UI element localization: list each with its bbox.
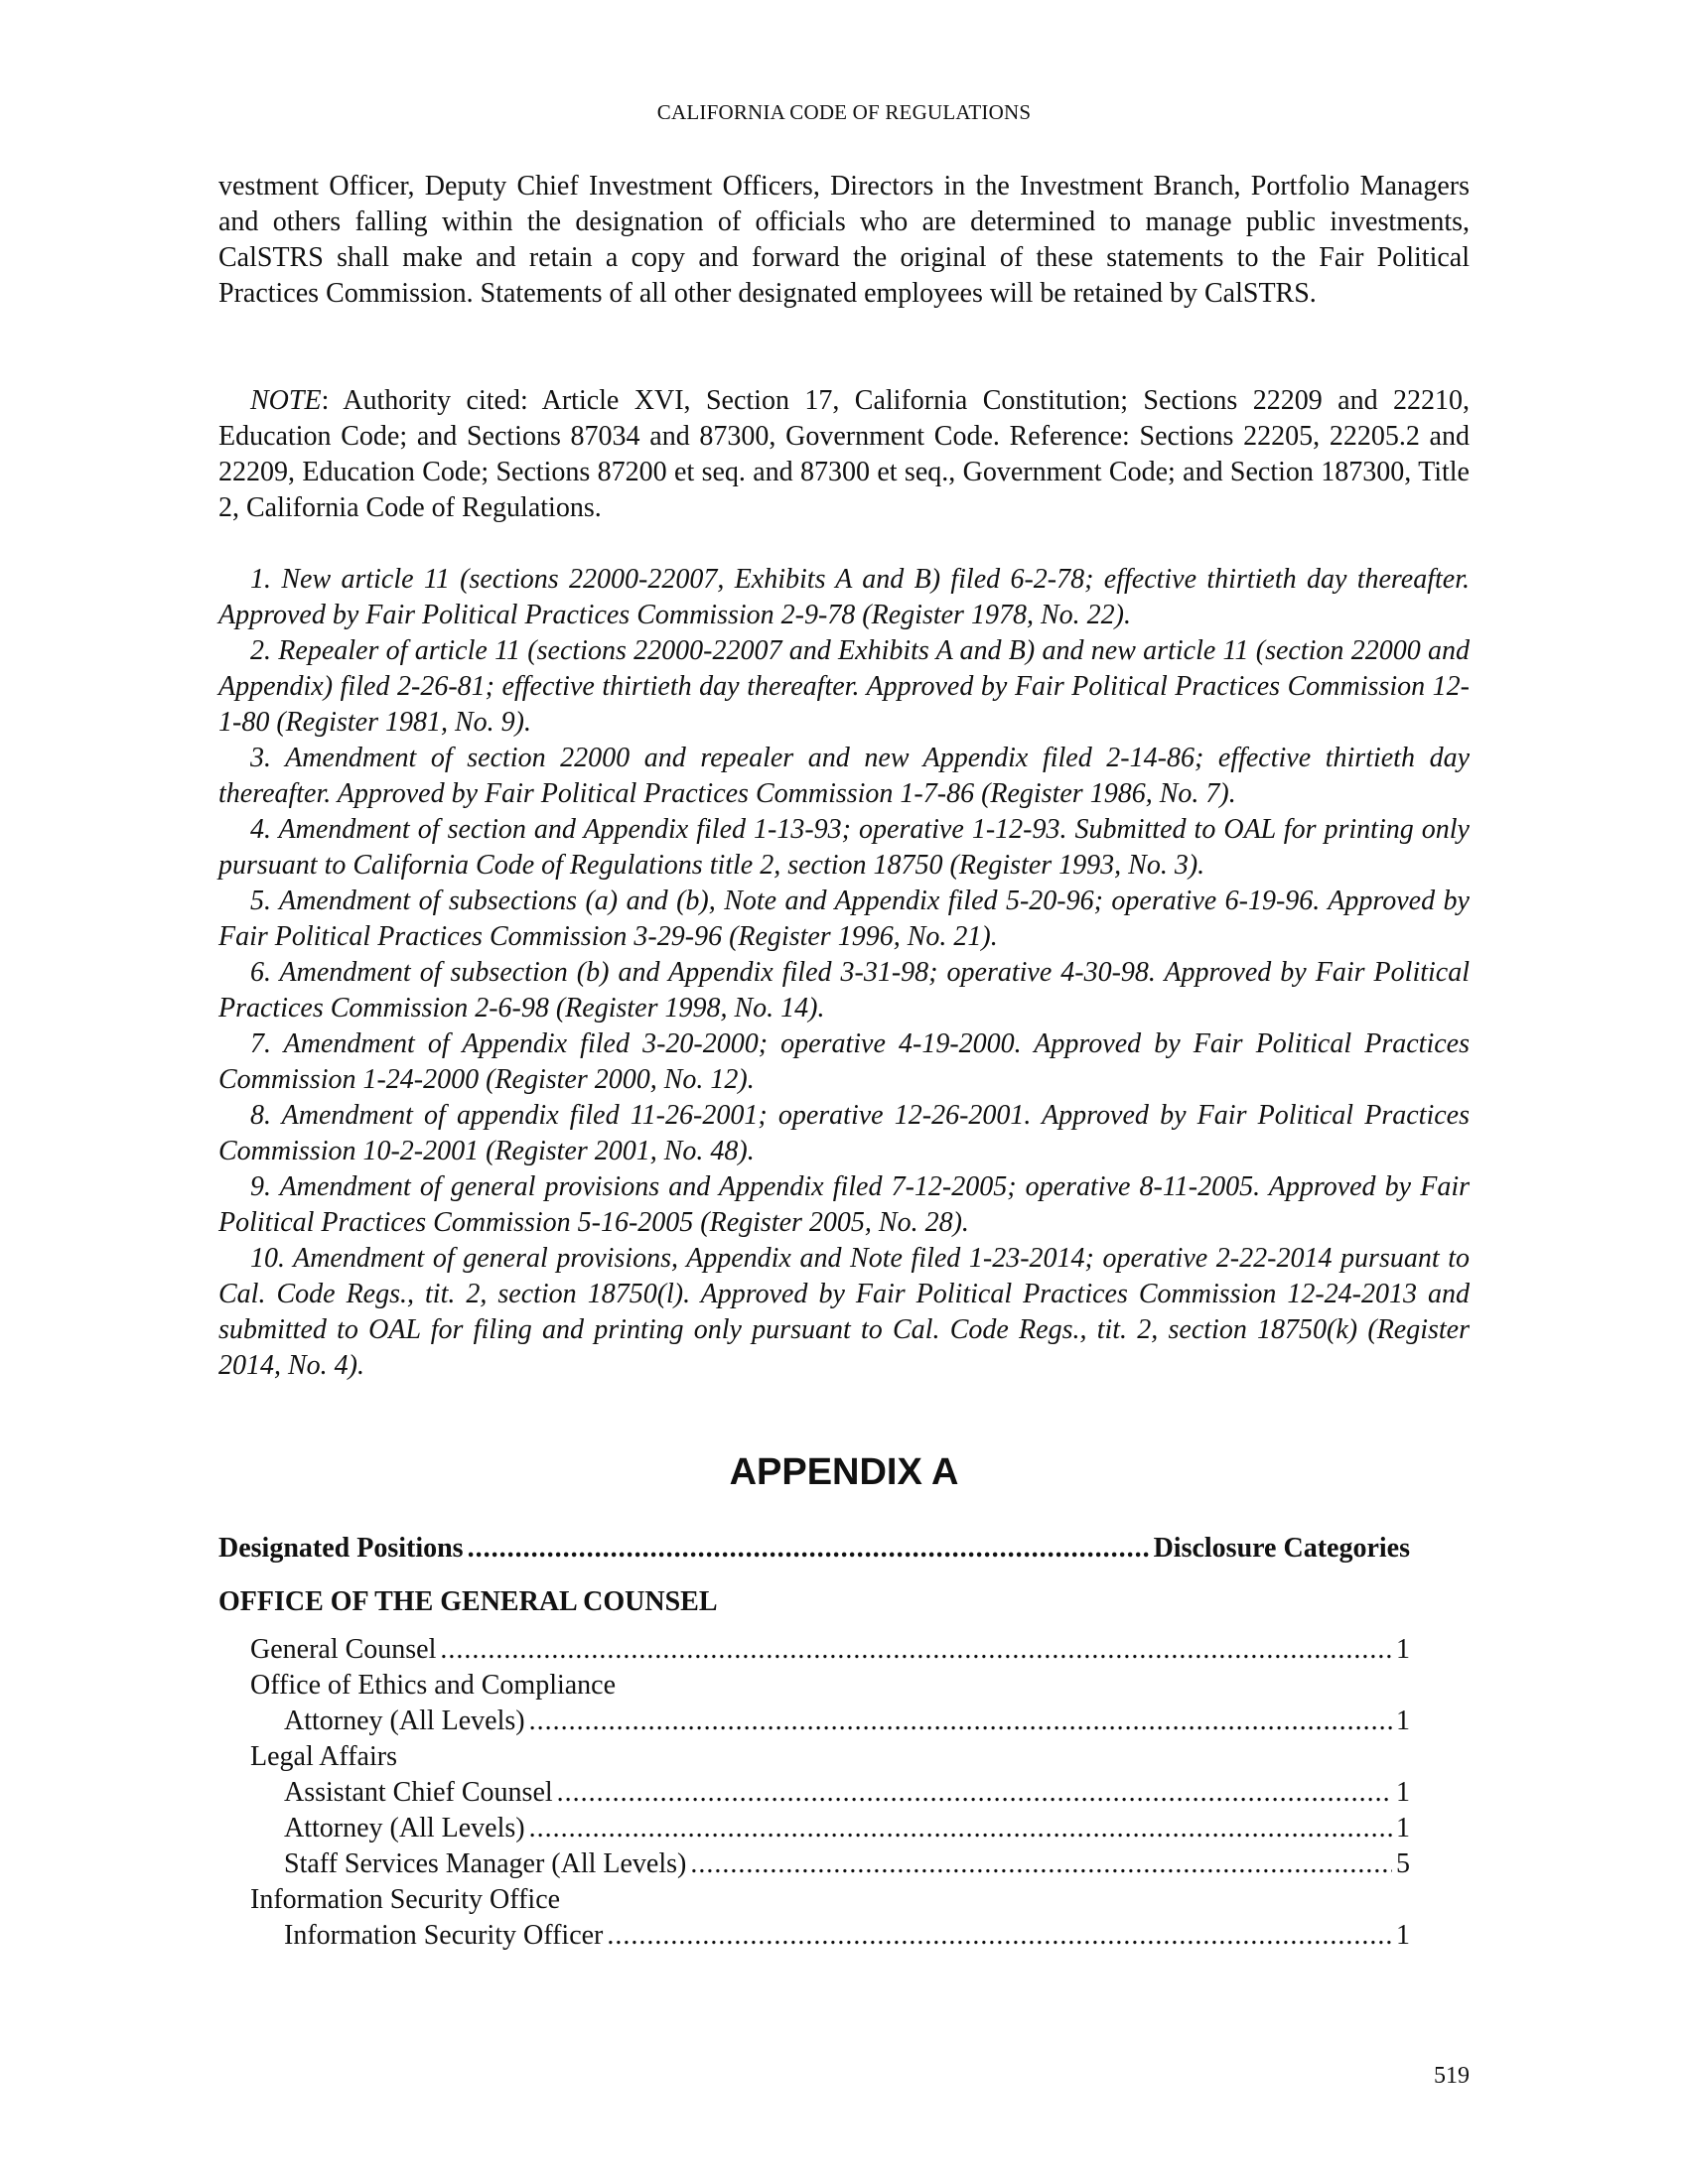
position-group-label: Office of Ethics and Compliance [250, 1670, 617, 1701]
position-group-label: Legal Affairs [250, 1741, 397, 1772]
disclosure-categories-heading: Disclosure Categories [1153, 1533, 1410, 1564]
history-notes [218, 562, 1470, 1384]
page-number: 519 [1434, 2063, 1470, 2089]
history-item: 9. Amendment of general provisions and Appendix filed 7-12-2005; operative 8-11-2005. Approved by Fair Political Practices Commission 5-16-2005 (Register 2005, No. 28). [218, 1171, 1470, 1238]
dot-leader [690, 1846, 1392, 1882]
position-label: Attorney (All Levels) [284, 1813, 525, 1843]
document-page [218, 0, 1470, 2184]
body-paragraph: vestment Officer, Deputy Chief Investment Officers, Directors in the Investment Branch, Portfolio Managers and others falling within the designation of officials who are determined to manage public investments, CalSTRS shall make and retain a copy and forward the original of these statements to the Fair Political Practices Commission. Statements of all other designated employees will be retained by CalSTRS. [218, 171, 1470, 309]
history-item: 2. Repealer of article 11 (sections 22000-22007 and Exhibits A and B) and new article 11 (section 22000 and Appendix) filed 2-26-81; effective thirtieth day thereafter. Approved by Fair Political Practices Commission 12-1-80 (Register 1981, No. 9). [218, 635, 1470, 738]
position-label: Assistant Chief Counsel [284, 1777, 553, 1808]
disclosure-category: 1 [1396, 1634, 1410, 1665]
position-group-label: Information Security Office [250, 1884, 561, 1915]
disclosure-category: 1 [1396, 1706, 1410, 1736]
positions-header [218, 1531, 1410, 1567]
appendix-title: APPENDIX A [729, 1451, 959, 1493]
dot-leader [607, 1918, 1392, 1954]
position-group [218, 1668, 1410, 1704]
dot-leader [557, 1775, 1392, 1811]
history-item: 6. Amendment of subsection (b) and Appendix filed 3-31-98; operative 4-30-98. Approved by Fair Political Practices Commission 2-6-98 (Register 1998, No. 14). [218, 957, 1470, 1024]
history-item: 10. Amendment of general provisions, Appendix and Note filed 1-23-2014; operative 2-22-2014 pursuant to Cal. Code Regs., tit. 2, section 18750(l). Approved by Fair Political Practices Commission 12-24-2013 and submitted to OAL for filing and printing only pursuant to Cal. Code Regs., tit. 2, section 18750(k) (Register 2014, No. 4). [218, 1243, 1470, 1381]
dot-leader [529, 1704, 1392, 1739]
position-label: General Counsel [250, 1634, 437, 1665]
history-item: 5. Amendment of subsections (a) and (b), Note and Appendix filed 5-20-96; operative 6-19-96. Approved by Fair Political Practices Commission 3-29-96 (Register 1996, No. 21). [218, 886, 1470, 952]
position-entry [218, 1918, 1410, 1954]
office-heading: OFFICE OF THE GENERAL COUNSEL [218, 1586, 718, 1617]
position-entry [218, 1632, 1410, 1668]
note-label: NOTE [250, 385, 322, 416]
position-entry [218, 1775, 1410, 1811]
note-text: : Authority cited: Article XVI, Section 17, California Constitution; Sections 22209 and 22210, Education Code; and Sections 87034 and 87300, Government Code. Reference: Sections 22205, 22205.2 and 22209, Education Code; Sections 87200 et seq. and 87300 et seq., Government Code; and Section 187300, Title 2, California Code of Regulations. [218, 385, 1470, 523]
note-block [218, 383, 1470, 526]
disclosure-category: 1 [1396, 1813, 1410, 1843]
running-head: CALIFORNIA CODE OF REGULATIONS [656, 100, 1032, 124]
history-item: 3. Amendment of section 22000 and repealer and new Appendix filed 2-14-86; effective thirtieth day thereafter. Approved by Fair Political Practices Commission 1-7-86 (Register 1986, No. 7). [218, 743, 1470, 809]
position-entry [218, 1811, 1410, 1846]
position-group [218, 1739, 1410, 1775]
disclosure-category: 1 [1396, 1920, 1410, 1951]
history-item: 4. Amendment of section and Appendix filed 1-13-93; operative 1-12-93. Submitted to OAL for printing only pursuant to California Code of Regulations title 2, section 18750 (Register 1993, No. 3). [218, 814, 1470, 881]
position-group [218, 1882, 1410, 1918]
positions-list [218, 1632, 1410, 1954]
history-item: 7. Amendment of Appendix filed 3-20-2000; operative 4-19-2000. Approved by Fair Political Practices Commission 1-24-2000 (Register 2000, No. 12). [218, 1028, 1470, 1095]
position-label: Information Security Officer [284, 1920, 604, 1951]
position-entry [218, 1704, 1410, 1739]
disclosure-category: 5 [1396, 1848, 1410, 1879]
designated-positions-heading: Designated Positions [218, 1533, 464, 1564]
dot-leader [468, 1531, 1150, 1567]
body-paragraph-block [218, 169, 1470, 312]
dot-leader [529, 1811, 1392, 1846]
history-item: 8. Amendment of appendix filed 11-26-2001; operative 12-26-2001. Approved by Fair Political Practices Commission 10-2-2001 (Register 2001, No. 48). [218, 1100, 1470, 1166]
disclosure-category: 1 [1396, 1777, 1410, 1808]
position-entry [218, 1846, 1410, 1882]
dot-leader [440, 1632, 1392, 1668]
note-paragraph [218, 383, 1470, 526]
position-label: Staff Services Manager (All Levels) [284, 1848, 687, 1879]
history-item: 1. New article 11 (sections 22000-22007, Exhibits A and B) filed 6-2-78; effective thirtieth day thereafter. Approved by Fair Political Practices Commission 2-9-78 (Register 1978, No. 22). [218, 564, 1470, 630]
position-label: Attorney (All Levels) [284, 1706, 525, 1736]
